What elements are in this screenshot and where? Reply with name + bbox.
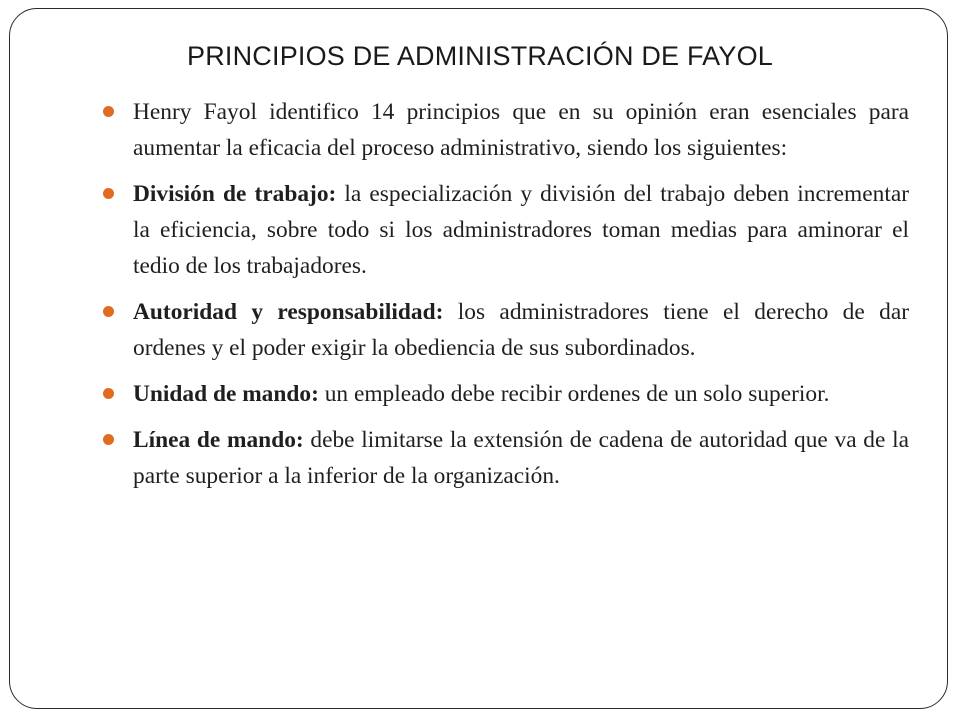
bullet-dot-icon bbox=[103, 106, 114, 117]
bullet-list bbox=[103, 94, 909, 504]
slide-title: PRINCIPIOS DE ADMINISTRACIÓN DE FAYOL bbox=[186, 41, 773, 71]
bullet-text: Henry Fayol identifico 14 principios que en su opinión eran esenciales para aumentar la eficacia del proceso administrativo, siendo los siguientes: bbox=[133, 99, 909, 161]
bullet-dot-icon bbox=[103, 188, 114, 199]
bullet-text: la especialización y división del trabajo deben incrementar la eficiencia, sobre todo si los administradores toman medias para aminorar el tedio de los trabajadores. bbox=[133, 181, 909, 279]
bullet-text: un empleado debe recibir ordenes de un solo superior. bbox=[318, 381, 830, 407]
bullet-dot-icon bbox=[103, 434, 114, 445]
bullet-item-division-de-trabajo bbox=[103, 176, 909, 284]
bullet-term: Autoridad y responsabilidad: bbox=[133, 299, 444, 325]
bullet-term: Unidad de mando: bbox=[133, 381, 319, 407]
bullet-dot-icon bbox=[103, 306, 114, 317]
bullet-text: los administradores tiene el derecho de dar ordenes y el poder exigir la obediencia de sus subordinados. bbox=[133, 299, 909, 361]
bullet-item-autoridad bbox=[103, 294, 909, 366]
bullet-term: División de trabajo: bbox=[133, 181, 337, 207]
bullet-item-unidad-de-mando bbox=[103, 376, 909, 412]
bullet-text: debe limitarse la extensión de cadena de autoridad que va de la parte superior a la inferior de la organización. bbox=[133, 427, 909, 489]
bullet-term: Línea de mando: bbox=[133, 427, 304, 453]
bullet-item-linea-de-mando bbox=[103, 422, 909, 494]
bullet-dot-icon bbox=[103, 388, 114, 399]
bullet-item-intro bbox=[103, 94, 909, 166]
